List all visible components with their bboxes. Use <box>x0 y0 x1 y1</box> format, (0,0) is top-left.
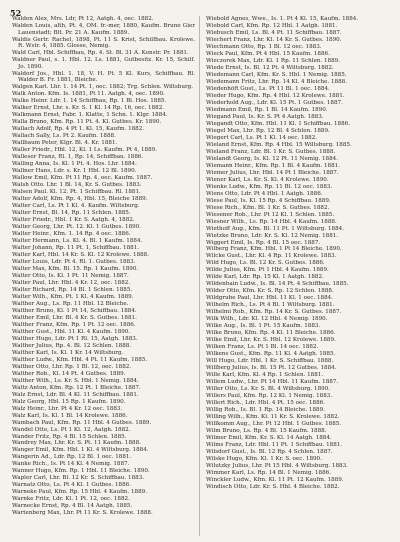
directory-entry: Walther Franz, Kfm. Rp. 1 Pt. 12 oec. 1886. <box>12 321 136 328</box>
directory-entry: Wallner Hans, Ldr. s. Kr. 1 Hbl. 12 Bl. 1890. <box>12 168 137 175</box>
directory-entry: Wiener Karl, Ls. Kr. S. Kl. 4 Krolewe. 1890. <box>206 176 329 183</box>
directory-entry: Walz Heinr., Lhr. Pt 4 Kr. 12 oec. 1883. <box>12 405 123 412</box>
directory-entry: Wangerin Ad., Ldr. Rp. 12 Bl. 1 oec. 1881. <box>12 454 132 461</box>
directory-entry: Wilcke Gust., Lhr. Kl. 4 Rp. 11 Krolewe. 1883. <box>206 253 337 260</box>
directory-entry: Walter Max, Kfm. Bl. 15. Rp. 1 Kaufm. 1890. <box>12 265 139 272</box>
directory-entry: Walter Heinr., Kfm. 1. 14 Rp. 4 oec. 1886. <box>12 230 131 237</box>
directory-entry: Wiesner Wilh., Ls. Rp. 14 Hbl. 4 Kaufm. 1888. <box>206 218 337 225</box>
directory-entry: Walla Bruno, Kfm. Rp. 11 Pt. 4. Kl. Gutbes. Kr. 1890. <box>12 119 162 126</box>
directory-entry: Walter Paul, Lhr. Hbl. 4 Kr. 12, oec. 1882. <box>12 279 131 286</box>
directory-entry: Willing Wilh., Kfm. Kl. 11 Kr. S. Krolewe. 1882. <box>206 414 340 421</box>
directory-entry: Wilhelmi Rob., Kfm. Rp. 14 Kr. S. Gutbes. 1887. <box>206 309 342 316</box>
directory-entry: Wiebold Agnes, Wwe., Is. 1. Pt 4 Kl. 15, Kaufm. 1884. <box>206 16 359 22</box>
directory-entry: Warnecke Ernst, Rp. 4 Bl. 14 Aatgh. 1885. <box>12 503 133 510</box>
directory-entry: Walther Karl, Is. Kl. 1 Kr. 14 Wiltsburg. <box>12 349 124 356</box>
directory-entry: Wanger Emil, Kfm. Hbl. 1 Kl. 4 Wiltsburg. 1884. <box>12 447 149 454</box>
directory-entry: Wallow Emil, Kfm. Pt 11 Rp. 4, oec. Kaufm. 1887. <box>12 175 153 182</box>
directory-entry: Walther Rob., Kl. 14 Pt. 4 Gutbes. 1889. <box>12 370 126 377</box>
directory-entry: Wandrey Max, Lhr. Kr. S. Pt. 11 Kaufm. 1888. <box>12 440 141 447</box>
directory-entry: Wietzke Bruno, Ldr. Kr. S. Kl. 12 Nemig. 1881. <box>206 232 339 239</box>
directory-entry: Willert Rich., Ldr. Hbl. 4 Pt. 15 oec. 1886. <box>206 400 325 407</box>
directory-entry: Wiese Rich., Kfm. Bl. 1 Kr. S. Gutbes. 1882. <box>206 204 330 211</box>
right-column <box>206 16 389 536</box>
directory-entry: Wanke Rich., Is. Pt 14 Kl. 4 Nemig. 1887. <box>12 461 130 468</box>
directory-entry: Walter Ernst, Bl. 14, Rp. 11 Schlen. 1885. <box>12 210 131 216</box>
directory-entry: Wilke Bruno, Kfm. Rp. 4 Kl. 11 Bleiche. 1886. <box>206 330 336 337</box>
directory-entry: Wiedenhöft Gust., Ls. Pt 11 Bl. 1 oec. 1884. <box>206 85 330 92</box>
directory-entry: Walter Otto, Is. Kl. 1 Pt. 11 Nemig. 1887. <box>12 272 129 279</box>
directory-entry: Walz Karl, Is. Kl. 1 Bl. 14 Krolewe. 1886. <box>12 412 128 419</box>
directory-entry: Walden Alex, Mrs. Ldr, Pt 12, Aatgh. 4, oec. 1882. <box>12 16 154 22</box>
directory-entry: Wiesener Rob., Lhr. Pt 12 Kl. 1 Schlen. 1885. <box>206 211 335 218</box>
directory-entry: Wild Hugo, Ls. Bl. 12 Kr. S. Gutbes. 1886. <box>206 260 325 267</box>
directory-entry: Walgen Karl. Lhr. 1. 14 Pt. 1, oec. 1882; Trg. Schlen. Wiltsburg. <box>12 84 194 91</box>
directory-entry: Wiegert Carl, Ls. Pt 1 Kl. 14 oec. 1882. <box>206 134 318 141</box>
directory-entry: Walden Louis, alth, Pt. 4, OM. fr.-mer, 1880, Kaufm. Bruno Gier Lauenstadt; Blt. Pr. 21 A. Kaufm. 1889. <box>12 22 195 36</box>
directory-entry: Wieczorek Max, Ldr. Kl. 1 Rp. 11 Schlen. 1889. <box>206 57 340 64</box>
directory-entry: Walther Emil, Lhr. Bl. 4 Kr. S. Gutbes. 1881. <box>12 314 137 321</box>
directory-entry: Wallach Sally, Ls. Pt 2. Kaufm. 1888. <box>12 133 116 140</box>
directory-entry: Wanner Hugo, Kfm. Rp. 1 Hbl. 11 Bleiche. 1890. <box>12 468 150 475</box>
directory-entry: Waller Friedr., Hbl. 12, Kl. 1 Ls. Kaufm. Pt 4, 1889. <box>12 147 158 154</box>
directory-entry: Will Hugo, Ldr. Hbl. 1 Kr. S. Schiffbau. 1888. <box>206 358 334 365</box>
directory-entry: Walling Anna, Is. Kl. 1 Pt. 4. Hos. Lhr. 1884. <box>12 161 137 168</box>
directory-entry: Walleser Franz, Rl. 1, Rp. 14, Schiffbau. 1886. <box>12 154 144 161</box>
left-column <box>12 16 195 536</box>
directory-entry: Warnke Fritz, Ldr. Kl. 1 Pt. 12, oec. 1882. <box>12 496 130 503</box>
directory-entry: Walther Hugo, Ldr. Pt 1 Rl. 15, Aatgh. 1883. <box>12 335 138 342</box>
directory-entry: Wiens Otto, Ldr. Pt 4 Hbl. 1 Aatgh. 1886. <box>206 190 323 197</box>
directory-entry: Wiese Paul, Is. Kl. 15 Rp. 4 Schiffbau. 1889. <box>206 197 331 204</box>
directory-entry: Wilms Franz, Ldr. Hbl. 11 Pt. 1 Schiffbau. 1881. <box>206 442 343 449</box>
directory-entry: Wandel Otto, Ls. Pt 1 Kl. 12, Aatgh. 1882. <box>12 426 131 433</box>
directory-entry: Waldis Gertr. Rachel, 1898, Pt. 11 S. Krist, Schilfbau. Krolewe. R. Wstr. 4, 1885. Glosse, Nemig. <box>12 36 195 50</box>
directory-entry: Walther Julius, Rp. 4. Bl. 12 Schlen. 1888. <box>12 342 132 349</box>
directory-entry: Wienke Ludw., Kfm. Rp. 11 Bl. 12 oec. 1883. <box>206 183 333 190</box>
directory-entry: Wald Carl, Hbl. Schiffbau, Rp. 4. St. Bl. 31 A. Konstr. Pr. 1881. <box>12 50 189 57</box>
directory-entry: Walke Heinr. Ldr. 1. 14 Schiffbau, Rp. 1 Bl. Hos. 1885. <box>12 98 167 105</box>
directory-entry: Walter Carl, Ls. Pt 1 Kl. 4. Kaufm. Wiltsburg. <box>12 203 140 210</box>
directory-entry: Walter Friedr., Hbl. 1 Kr. S. Aatgh. 4, 1882. <box>12 216 135 223</box>
directory-entry: Wiegandt Otto, Kfm. Hbl. 11 Kl. 1 Schiffbau. 1886. <box>206 120 350 127</box>
directory-entry: Waldner Paul, s. 1. Hbl. 12. Ls. 1881, Gutbesitz. Kr. 15, Schilf. Jo. 1890. <box>12 57 195 70</box>
directory-entry: Willberg Julius, Is. Bl. 15 Pt. 12 Gutbes. 1884. <box>206 365 337 372</box>
directory-entry: Walther Ludw., Kfm. Hbl. 4 Pt. 11 Kaufm. 1885. <box>12 356 148 363</box>
directory-entry: Willers Paul, Kfm. Rp. 12 Kl. 1 Nemig. 1883. <box>206 393 333 400</box>
directory-entry: Walther Bruno, Kl. 1 Pt 14, Schiffbau. 1884. <box>12 307 137 314</box>
directory-entry: Warneke Paul, Kfm. Rp. 15 Hbl. 4 Kaufm. 1889. <box>12 489 148 496</box>
directory-entry: Wilmer Emil, Kfm. Kr. S. Kl. 14 Aatgh. 1884. <box>206 435 332 442</box>
directory-entry: Wildenhain Ludw., Is. Bl. 14 Pt. 4 Schiffbau. 1885. <box>206 281 349 288</box>
directory-entry: Wiedemann Fritz, Lhr. Rp. 14 Kl. 4 Bleiche. 1888. <box>206 78 348 85</box>
directory-entry: Wielandt Georg, Is. Kl. 12 Pt. 11 Nemig. 1884. <box>206 155 339 162</box>
directory-entry: Wander Fritz, Rp. 4 Bl. 15 Schlen. 1885. <box>12 433 127 440</box>
directory-entry: Wapler Carl, Lhr. Bl. 12 Kr. S. Schiffbau. 1883. <box>12 475 145 482</box>
directory-entry: Wiggert Emil, Is. Rp. 4 Bl. 15 oec. 1887. <box>206 239 321 246</box>
directory-entry: Walter Johann, Rp. 11 Pt. 1, Schiffbau. 1881. <box>12 244 140 251</box>
directory-entry: Wilkens Gust., Kfm. Rp. 11 Kl. 4 Aatgh. 1885. <box>206 351 336 358</box>
directory-entry: Wieland Franz, Ldr. Bl. 1 Kr. S. Gutbes. 1888. <box>206 148 336 155</box>
directory-entry: Wiechert Franz, Lhr. Kl. 14 Kr. S. Gutbes. 1890. <box>206 36 342 43</box>
directory-entry: Wilutzky Julius, Lhr. Pt 15 Hbl. 4 Wiltsburg. 1883. <box>206 463 348 469</box>
directory-entry: Walter Louis, Ldr. Pt 4. Rl. 1. Gutbes. 1883. <box>12 258 136 265</box>
directory-entry: Wimmer Karl, Ls. Rp. 14 Bl. 1 Nemig. 1886. <box>206 469 331 476</box>
directory-entry: Walter Adolf, Kfm. Rp. 4, Hbl. 15, Bleiche 1889. <box>12 196 148 203</box>
directory-entry: Walther Otto, Lhr. Rp. 1 Bl. 12, oec. 1882. <box>12 363 132 370</box>
directory-entry: Walker Ernst, Lhr. s. Kr. S. 1 Kl. 14 Rp. 16, oec. 1882. <box>12 105 165 112</box>
directory-entry: Wiedemann Carl, Kfm. Kr. S. Hbl. 1 Nemig. 1885. <box>206 71 347 78</box>
directory-entry: Walk Anton. Kfm. Is. 1881, Pt 11. Aatgh. 4, oec. 1890. <box>12 91 165 98</box>
directory-entry: Wiemer Julius, Lhr. Hbl. 14 Pt 1 Bleiche. 1887. <box>206 169 339 176</box>
directory-entry: Wiebusch Emil, Ls. Bl. 4 Pt. 11 Schiffbau. 1887. <box>206 29 342 36</box>
directory-entry: Wallbaum Peter, Klgr. Bl. 4. Kr. 1881. <box>12 140 118 147</box>
directory-entry: Waldorf Jos., Hbl. 1. 18, V. H. Pt. 5 Kl. Kurs, Schiffbau. Rl. Walder B. Fr. 1881, Bleiche. <box>12 70 195 84</box>
directory-entry: Walkmann Ernst, Fabr. 1. Klatte, 1 Schn. 1. Klgr. 1884. <box>12 112 168 119</box>
directory-entry: Walther Wilh., Ls. Kr. S. Hbl. 1 Nemig. 1884. <box>12 377 139 384</box>
directory-entry: Walter Richard, Rp. 14 Bl. 1 Schlen. 1885. <box>12 286 133 293</box>
directory-entry: Wieland Ernst, Kfm. Rp. 4 Hbl. 15 Wiltsburg. 1885. <box>206 141 352 148</box>
directory-entry: Walther Gust., Hbl. 11 Kl. 4 Kaufm. 1890. <box>12 328 131 335</box>
directory-entry: Wartenberg Max, Lhr. Pt 11 Kr. S. Krolewe. 1888. <box>12 510 153 517</box>
directory-entry: Willkomm Aug., Lhr. Pt 12 Hbl. 1 Gutbes. 1885. <box>206 421 342 428</box>
directory-entry: Wilke Emil, Lhr. Kr. S. Hbl. 12 Krolewe. 1889. <box>206 337 336 344</box>
directory-entry: Walther Aug., Ls. Rp. 11 Hbl. 12 Bleiche. <box>12 300 129 307</box>
directory-entry: Wille Karl, Kfm. Kl. 4 Rp. 1 Schlen. 1881. <box>206 372 324 379</box>
directory-entry: Wilk Wilh., Ldr. Kl. 12 Hbl. 4 Nemig. 1890. <box>206 316 328 323</box>
directory-entry: Warnatz Otto, Ls. Pt 4 Kl. 1 Gutbes. 1886. <box>12 482 131 489</box>
directory-entry: Wiethoff Aug., Kfm. Bl. 11 Pt. 1 Wiltsburg. 1884. <box>206 225 344 232</box>
directory-entry: Wilberg Franz, Kfm. Hbl. 1 Pt 14 Bleiche. 1890. <box>206 246 342 253</box>
directory-entry: Wilsdorf Gust., Is. Bl. 12 Rp. 4 Schlen. 1887. <box>206 449 333 456</box>
directory-entry: Walter Wilh., Kfm. Pt. 1 Kl. 4 Kaufm. 1889. <box>12 293 134 300</box>
directory-entry: Walsen Paul. Kl. 12. Pt. 1 Schiffbau. Rl. 1881. <box>12 189 141 196</box>
directory-entry: Wilder Otto, Kfm. Kr. S. Rp. 12 Schlen. 1888. <box>206 288 334 295</box>
directory-entry: Walz Ernst, Ldr. Bl. 4 Kl. 11 Schiffbau. 1881. <box>12 391 139 398</box>
directory-entry: Walter Karl, Hbl. 14 Kr. S. Kl. 12 Krolewe. 1888. <box>12 251 150 258</box>
directory-entry: Wiederhold Aug., Ldr. Kl. 15 Pt. 1 Gutbes. 1887. <box>206 99 343 106</box>
directory-entry: Wallach Adolf, Rp. 4 Pt 1. Kl. 15, Kaufm. 1882. <box>12 126 145 133</box>
directory-entry: Walsh Otto. Lhr. 1 Bl. 14, Kr. S. Gutbes. 1883. <box>12 182 142 189</box>
directory-entry: Wiemann Heinr., Kfm. Rp. 1 Bl. 4 Kaufm. 1881. <box>206 162 340 169</box>
directory-entry: Wilde Karl, Ldr. Rp. 15 Kl. 1 Aatgh. 1882. <box>206 274 324 281</box>
directory-entry: Walz Georg, Hbl. 15 Rp. 1 Kaufm. 1890. <box>12 398 126 405</box>
directory-entry: Wilm Bruno, Ls. Rp. 4 Bl. 15 Kaufm. 1888. <box>206 428 327 435</box>
directory-entry: Wildgrube Paul, Lhr. Hbl. 11 Kl. 1 oec. 1884. <box>206 295 334 302</box>
directory-entry: Wieck Paul, Kfm. Pt 4 Hbl. 15 Kaufm. 1886. <box>206 50 330 57</box>
directory-entry: Wiechmann Otto, Rp. 1 Bl. 12 oec. 1883. <box>206 43 322 50</box>
directory-entry: Willem Ludw., Lhr. Pt 14 Hbl. 11 Kaufm. 1887. <box>206 379 339 386</box>
page-number: 52 <box>10 8 22 18</box>
directory-entry: Windisch Otto, Ldr. Kr. S. Hbl. 4 Bleiche. 1882. <box>206 483 340 490</box>
directory-entry: Wieder Hugo, Kfm. Rp. 4 Hbl. 12 Krolewe. 1881. <box>206 92 345 99</box>
directory-entry: Wiedmann Emil, Rp. 1 Bl. 14 Kaufm. 1890. <box>206 106 328 113</box>
directory-entry: Wiede Ernst, Is. Bl. 12 Pt. 4 Wiltsburg. 1882. <box>206 64 334 71</box>
directory-entry: Walter Hermann, Ls. Kl. 4. Bl. 1 Kaufm. 1884. <box>12 237 143 244</box>
directory-entry: Willer Otto, Ls. Kr. S. Bl. 4 Wiltsburg. 1890. <box>206 386 331 393</box>
directory-entry: Wiebold Carl, Kfm. Rp. 12 Hbl. 1 Aatgh. 1881. <box>206 22 338 29</box>
directory-entry: Wilken Franz, Ls. Pt 1 Bl. 14 oec. 1882. <box>206 344 319 351</box>
directory-entry: Walter Georg, Lhr. Pt. 12. Kl. 1 Gutbes. 1890. <box>12 223 142 230</box>
directory-entry: Winckler Ludw., Kfm. Kl. 11 Pt. 12 Kaufm. 1889. <box>206 476 344 483</box>
directory-entry: Wilke Aug., Is. Bl. 1 Pt. 15 Kaufm. 1883. <box>206 323 321 330</box>
directory-entry: Waltz Anton, Kfm. Rp. 12 Pt. 1 Bleiche. 1887. <box>12 384 141 391</box>
directory-entry: Wiegel Max, Lhr. Rp. 12 Bl. 4 Schlen. 1889. <box>206 127 330 134</box>
column-divider <box>199 16 200 536</box>
directory-entry: Wilhelm Rich., Ls. Pt 4 Bl. 1 Wiltsburg. 1881. <box>206 302 335 309</box>
directory-entry: Wilske Hugo, Kfm. Kl. 1 Kr. S. oec. 1890. <box>206 456 322 463</box>
directory-entry: Willig Rob., Is. Bl. 1 Rp. 14 Bleiche. 1889. <box>206 407 325 414</box>
directory-entry: Wilde Julius, Kfm. Pt 1 Hbl. 4 Kaufm. 1889. <box>206 267 329 274</box>
directory-entry: Wiegand Paul, Is. Kr. S. Pt 4 Aatgh. 1883. <box>206 113 324 120</box>
directory-entry: Wambach Paul, Kfm. Rp. 11 Hbl. 4 Gutbes. 1889. <box>12 419 152 426</box>
